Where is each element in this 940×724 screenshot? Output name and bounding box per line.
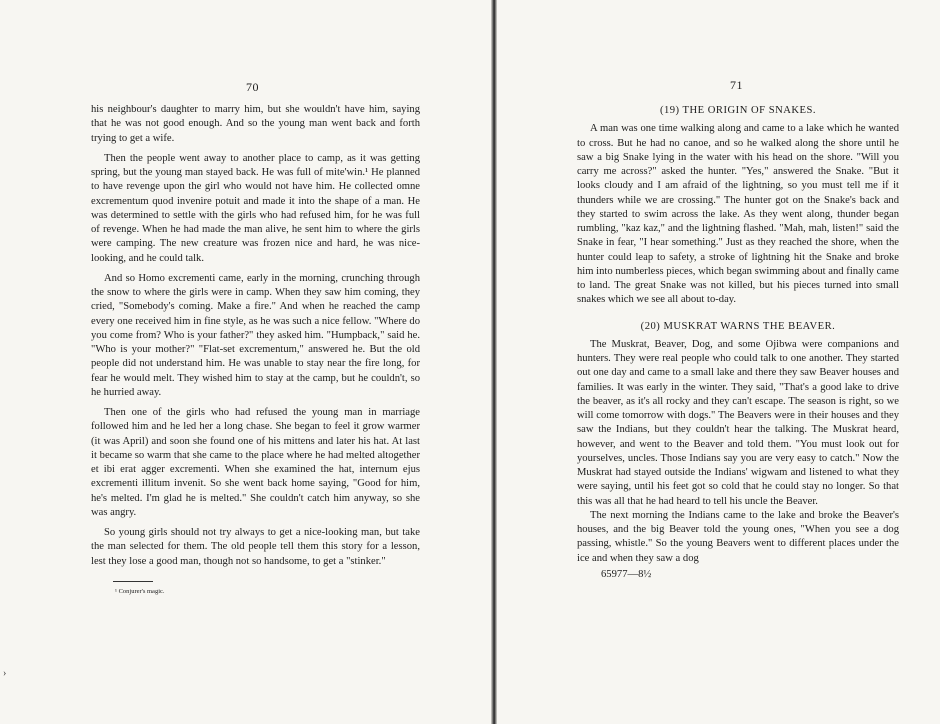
footnote-divider bbox=[113, 581, 153, 582]
paragraph: his neighbour's daughter to marry him, but she wouldn't have him, saying that he was not good enough. And so the young man went back and forth trying to get a wife. bbox=[91, 104, 420, 144]
paragraph: Then the people went away to another place to camp, as it was getting spring, but the young man stayed back. He was full of mite'win.¹ He planned to have revenge upon the girl who would not have him. He collected omne excrementum quod invenire potuit and made it into the shape of a man. He was determined to settle with the girls who had refused him, for he was full of revenge. When he had made the man alive, he sent him to where the girls were camping. The new creature was frozen nice and hard, he was nice-looking, and he could talk. bbox=[91, 152, 420, 264]
left-page-text bbox=[91, 103, 420, 599]
printer-signature: 65977—8½ bbox=[601, 568, 652, 580]
right-page bbox=[497, 0, 940, 724]
scan-mark: › bbox=[3, 668, 7, 679]
paragraph: The Muskrat, Beaver, Dog, and some Ojibwa were companions and hunters. They were real people who could talk to one another. They started out one day and came to a small lake and there they saw Beaver houses and families. It was early in the winter. They said, "That's a good lake to drive the beaver, as it's all rocky and they can't escape. The season is right, so we will come tomorrow with dogs." The Beavers were in their houses and they saw the Indians, but they couldn't hear the talking. The Muskrat heard, however, and went to the Beaver and told them. "You must look out for yourselves, uncles. Those Indians say you are very easy to catch." Now the Muskrat had stayed outside the Indians' wigwam and listened to what they were saying, until his feet got so cold that he could stay no longer. So that this was all that he had heard to tell his uncle the Beaver. bbox=[577, 338, 899, 507]
page-number-right: 71 bbox=[730, 78, 743, 92]
paragraph: And so Homo excrementi came, early in the morning, crunching through the snow to where the girls were in camp. When they saw him coming, they cried, "Somebody's coming. Make a fire." And when he reached the camp every one received him in fine style, as he was such a nice fellow. "Where do you come from? Who is your father?" they asked him. "Humpback," said he. "Who is your mother?" "Flat-set excrementum," answered he. But the old people did not understand him. He was unable to stay near the fire long, for fear he would melt. They wished him to stay at the camp, but he couldn't, so he hurried away. bbox=[91, 272, 420, 398]
story-heading: (20) MUSKRAT WARNS THE BEAVER. bbox=[640, 320, 836, 332]
paragraph: So young girls should not try always to get a nice-looking man, but take the man selected for them. The old people tell them this story for a lesson, lest they lose a good man, though not so handsome, to get a "stinker." bbox=[91, 527, 420, 567]
story-heading: (19) THE ORIGIN OF SNAKES. bbox=[659, 105, 817, 116]
page-number-left: 70 bbox=[246, 80, 259, 94]
paragraph: The next morning the Indians came to the lake and broke the Beaver's houses, and the big Beaver told the young ones, "When you see a dog passing, whistle." So the young Beavers went to different places under the ice and when they saw a dog bbox=[577, 509, 899, 564]
paragraph: Then one of the girls who had refused the young man in marriage followed him and he led her a long chase. She began to feel it grow warmer (it was April) and soon she found one of his mittens and later his hat. At last it became so warm that she came to the place where he had melted altogether et ibi erat agger excrementi. When she examined the hat, internum ejus excrementi illitum invenit. So she went back home saying, "Good for him, he's melted. I'm glad he is melted." She couldn't catch him anyway, so she was angry. bbox=[91, 407, 420, 518]
footnote: ¹ Conjurer's magic. bbox=[115, 587, 165, 595]
paragraph: A man was one time walking along and came to a lake which he wanted to cross. But he had no canoe, and so he walked along the shore until he saw a big Snake lying in the water with his head on the shore. "Will you carry me across?" asked the hunter. "Yes," answered the Snake. "But it looks cloudy and I am afraid of the lightning, so you must tell me if it thunders while we are crossing." The hunter got on the Snake's back and they started to swim across the lake. As they went along, thunder began rumbling, "kaz kaz," and the lightning flashed. "Mah, mah, listen!" said the Snake in fear, "I hear something." Just as they reached the shore, when the hunter could leap to safety, a stroke of lightning hit the Snake and broke him into numberless pieces, which began swimming about and finally came to land. The great Snake was not killed, but his pieces turned into small snakes which we see all about to-day. bbox=[577, 123, 899, 306]
right-page-text bbox=[577, 104, 899, 582]
